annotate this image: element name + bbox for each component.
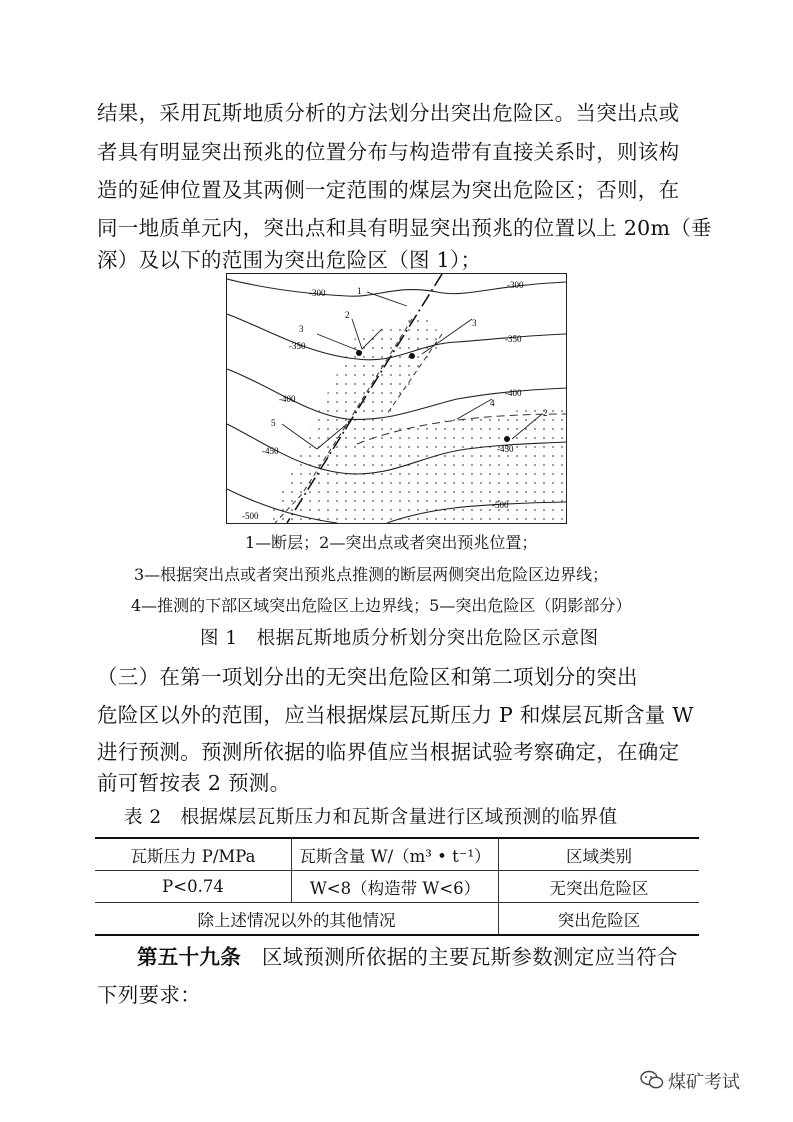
figure-legend-line: 1—断层；2—突出点或者突出预兆位置； [245, 533, 538, 552]
table-cell: W<8（构造带 W<6） [292, 871, 499, 903]
table-title: 表 2 根据煤层瓦斯压力和瓦斯含量进行区域预测的临界值 [124, 807, 618, 828]
text-line: 下列要求： [97, 983, 201, 1007]
table-row [95, 871, 699, 903]
article-text: 区域预测所依据的主要瓦斯参数测定应当符合 [261, 945, 678, 969]
table-cell: 除上述情况以外的其他情况 [95, 903, 499, 936]
callout-number: 3 [299, 324, 304, 334]
figure-title: 图 1 根据瓦斯地质分析划分突出危险区示意图 [200, 628, 599, 649]
wechat-icon [640, 1070, 664, 1090]
text-line: 同一地质单元内，突出点和具有明显突出预兆的位置以上 20m（垂 [97, 216, 712, 240]
figure-1-diagram [226, 273, 567, 524]
contour-label: -500 [492, 500, 509, 510]
outburst-point [504, 436, 510, 442]
contour-label: -400 [505, 388, 522, 398]
article-line [137, 940, 678, 970]
figure-legend-line: 3—根据突出点或者突出预兆点推测的断层两侧突出危险区边界线； [134, 565, 609, 584]
contour-label: -500 [242, 511, 259, 521]
callout-number: 3 [472, 318, 477, 328]
text-line: 造的延伸位置及其两侧一定范围的煤层为突出危险区；否则，在 [97, 178, 680, 202]
contour-label: -450 [497, 444, 514, 454]
contour-label: -300 [309, 288, 326, 298]
text-line: （三）在第一项划分出的无突出危险区和第二项划分的突出 [97, 665, 638, 689]
table-header-row [95, 838, 699, 871]
table-header-cell: 区域类别 [499, 838, 700, 871]
contour-label: -350 [505, 334, 522, 344]
outburst-point [356, 350, 362, 356]
figure-legend-line: 4—推测的下部区域突出危险区上边界线；5—突出危险区（阴影部分） [131, 596, 632, 615]
contour-label: -450 [262, 446, 279, 456]
callout-number: 2 [345, 310, 350, 320]
table-header-cell: 瓦斯压力 P/MPa [95, 838, 292, 871]
contour-label: -350 [289, 341, 306, 351]
outburst-point [409, 353, 415, 359]
geology-diagram-svg [227, 274, 566, 523]
callout-number: 4 [490, 398, 495, 408]
table-cell: 突出危险区 [499, 903, 700, 936]
text-line: 结果，采用瓦斯地质分析的方法划分出突出危险区。当突出点或 [97, 101, 680, 125]
contour-label: -300 [507, 280, 524, 290]
callout-number: 1 [357, 286, 362, 296]
contour-label: -400 [279, 394, 296, 404]
callout-number: 5 [271, 418, 276, 428]
callout-number: 2 [543, 408, 548, 418]
hazard-zone-shading [267, 314, 566, 523]
table-row [95, 903, 699, 936]
text-line: 深）及以下的范围为突出危险区（图 1）； [97, 248, 482, 272]
text-line: 前可暂按表 2 预测。 [97, 771, 291, 795]
table-cell: 无突出危险区 [499, 871, 700, 903]
table-header-cell: 瓦斯含量 W/（m³ • t⁻¹） [292, 838, 499, 871]
watermark-text: 煤矿考试 [668, 1072, 740, 1093]
article-heading: 第五十九条 [137, 945, 241, 969]
table-2 [95, 837, 699, 936]
table-cell: P<0.74 [95, 871, 292, 903]
text-line: 危险区以外的范围，应当根据煤层瓦斯压力 P 和煤层瓦斯含量 W [97, 703, 694, 727]
text-line: 者具有明显突出预兆的位置分布与构造带有直接关系时，则该构 [97, 140, 680, 164]
text-line: 进行预测。预测所依据的临界值应当根据试验考察确定，在确定 [97, 740, 680, 764]
